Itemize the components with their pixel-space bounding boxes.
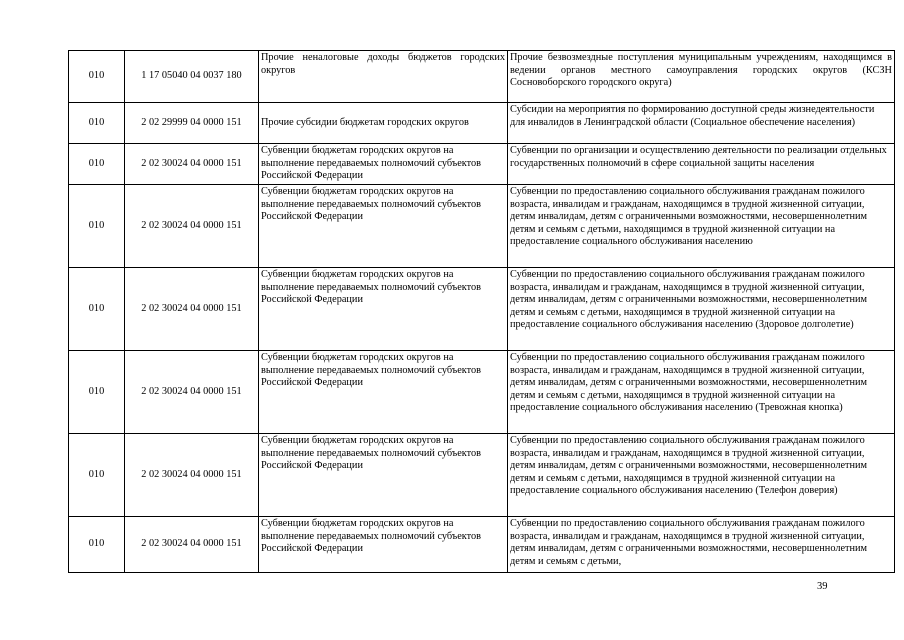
budget-income-table bbox=[68, 50, 895, 573]
table-row bbox=[69, 103, 895, 144]
table-row bbox=[69, 434, 895, 517]
income-name-cell: Прочие субсидии бюджетам городских округов bbox=[259, 103, 508, 144]
admin-code-cell: 010 bbox=[69, 351, 125, 434]
description-cell: Субвенции по предоставлению социального обслуживания гражданам пожилого возраста, инвалидам и гражданам, находящимся в трудной жизненной ситуации, детям инвалидам, детям с ограниченными возможностями, несовершеннолетним детям и семьям с детьми, находящимся в трудной жизненной ситуации на предоставление социального обслуживания населению (Телефон доверия) bbox=[508, 434, 895, 517]
admin-code-cell: 010 bbox=[69, 144, 125, 185]
description-cell: Субвенции по организации и осуществлению деятельности по реализации отдельных государственных полномочий в сфере социальной защиты населения bbox=[508, 144, 895, 185]
admin-code-cell: 010 bbox=[69, 185, 125, 268]
admin-code-cell: 010 bbox=[69, 517, 125, 573]
budget-code-cell: 2 02 30024 04 0000 151 bbox=[125, 144, 259, 185]
income-name-cell: Субвенции бюджетам городских округов на выполнение передаваемых полномочий субъектов Российской Федерации bbox=[259, 144, 508, 185]
table-row bbox=[69, 51, 895, 103]
budget-code-cell: 2 02 30024 04 0000 151 bbox=[125, 517, 259, 573]
budget-code-cell: 2 02 30024 04 0000 151 bbox=[125, 351, 259, 434]
income-name-cell: Субвенции бюджетам городских округов на выполнение передаваемых полномочий субъектов Российской Федерации bbox=[259, 517, 508, 573]
admin-code-cell: 010 bbox=[69, 268, 125, 351]
table-row bbox=[69, 185, 895, 268]
description-cell: Субсидии на мероприятия по формированию доступной среды жизнедеятельности для инвалидов в Ленинградской области (Социальное обеспечение населения) bbox=[508, 103, 895, 144]
description-cell: Прочие безвозмездные поступления муниципальным учреждениям, находящимся в ведении органов местного самоуправления городских округов (КСЗН Сосновоборского городского округа) bbox=[508, 51, 895, 103]
budget-code-cell: 2 02 29999 04 0000 151 bbox=[125, 103, 259, 144]
income-name-cell: Субвенции бюджетам городских округов на выполнение передаваемых полномочий субъектов Российской Федерации bbox=[259, 351, 508, 434]
income-name-cell: Субвенции бюджетам городских округов на выполнение передаваемых полномочий субъектов Российской Федерации bbox=[259, 268, 508, 351]
page-number: 39 bbox=[817, 581, 828, 592]
description-cell: Субвенции по предоставлению социального обслуживания гражданам пожилого возраста, инвалидам и гражданам, находящимся в трудной жизненной ситуации, детям инвалидам, детям с ограниченными возможностями, несовершеннолетним детям и семьям с детьми, находящимся в трудной жизненной ситуации на предоставление социального обслуживания населению bbox=[508, 185, 895, 268]
description-cell: Субвенции по предоставлению социального обслуживания гражданам пожилого возраста, инвалидам и гражданам, находящимся в трудной жизненной ситуации, детям инвалидам, детям с ограниченными возможностями, несовершеннолетним детям и семьям с детьми, bbox=[508, 517, 895, 573]
income-name-cell: Субвенции бюджетам городских округов на выполнение передаваемых полномочий субъектов Российской Федерации bbox=[259, 434, 508, 517]
table-row bbox=[69, 517, 895, 573]
table-row bbox=[69, 268, 895, 351]
income-name-cell: Прочие неналоговые доходы бюджетов городских округов bbox=[259, 51, 508, 103]
description-cell: Субвенции по предоставлению социального обслуживания гражданам пожилого возраста, инвалидам и гражданам, находящимся в трудной жизненной ситуации, детям инвалидам, детям с ограниченными возможностями, несовершеннолетним детям и семьям с детьми, находящимся в трудной жизненной ситуации на предоставление социального обслуживания населению (Здоровое долголетие) bbox=[508, 268, 895, 351]
admin-code-cell: 010 bbox=[69, 103, 125, 144]
admin-code-cell: 010 bbox=[69, 434, 125, 517]
income-name-cell: Субвенции бюджетам городских округов на выполнение передаваемых полномочий субъектов Российской Федерации bbox=[259, 185, 508, 268]
budget-code-cell: 1 17 05040 04 0037 180 bbox=[125, 51, 259, 103]
admin-code-cell: 010 bbox=[69, 51, 125, 103]
table-row bbox=[69, 144, 895, 185]
description-cell: Субвенции по предоставлению социального обслуживания гражданам пожилого возраста, инвалидам и гражданам, находящимся в трудной жизненной ситуации, детям инвалидам, детям с ограниченными возможностями, несовершеннолетним детям и семьям с детьми, находящимся в трудной жизненной ситуации на предоставление социального обслуживания населению (Тревожная кнопка) bbox=[508, 351, 895, 434]
budget-code-cell: 2 02 30024 04 0000 151 bbox=[125, 268, 259, 351]
budget-code-cell: 2 02 30024 04 0000 151 bbox=[125, 434, 259, 517]
table-row bbox=[69, 351, 895, 434]
budget-code-cell: 2 02 30024 04 0000 151 bbox=[125, 185, 259, 268]
